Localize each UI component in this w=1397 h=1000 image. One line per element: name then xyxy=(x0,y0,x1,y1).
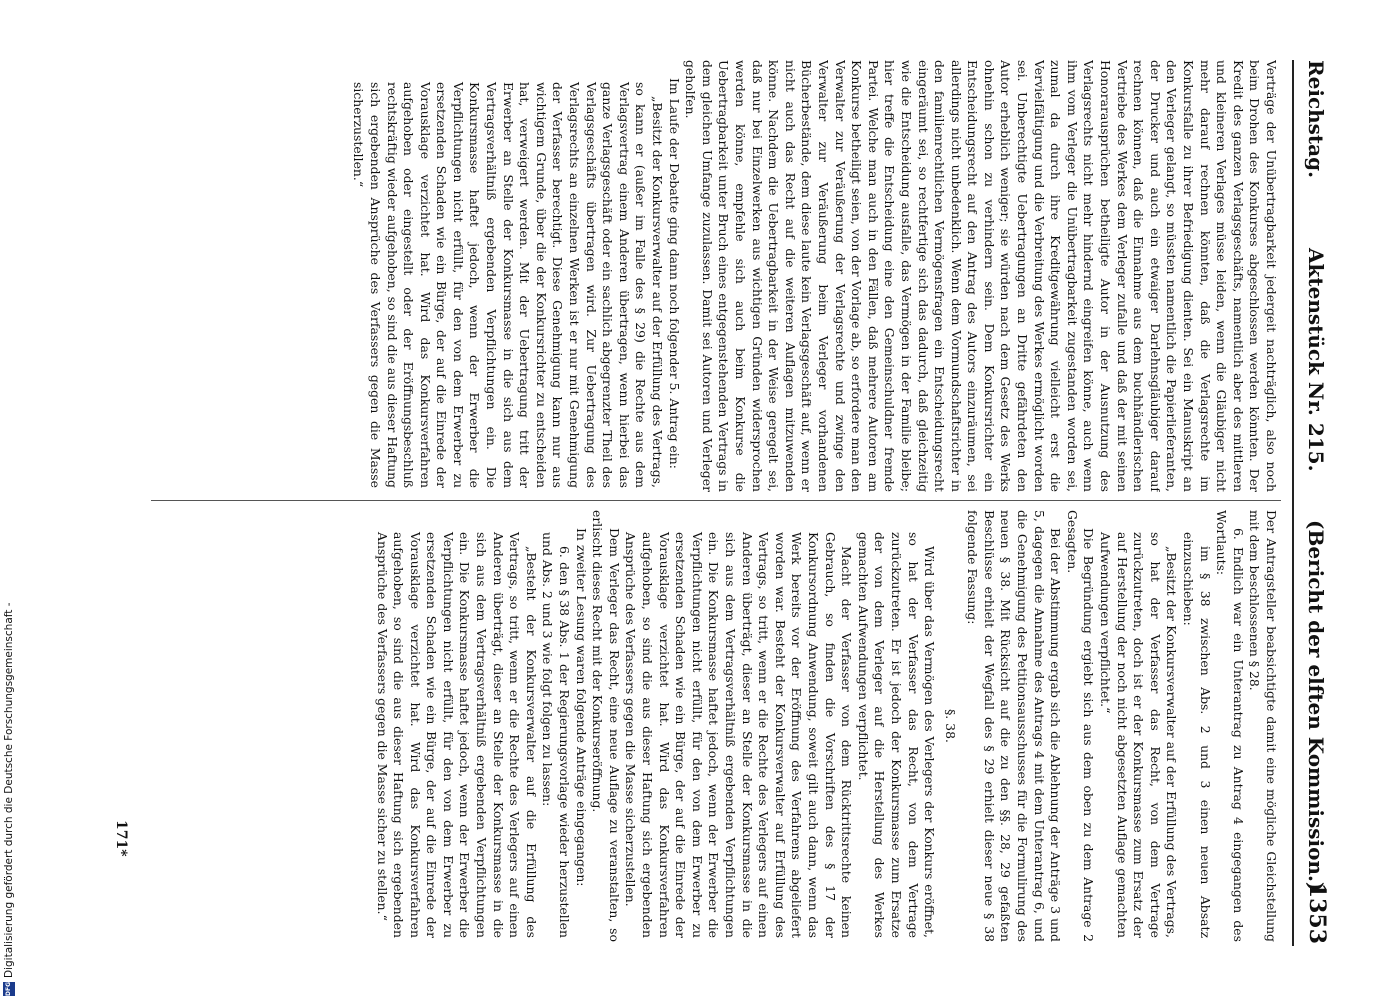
digitization-text: Digitalisierung gefördert durch die Deutsche Forschungsgemeinschaft - xyxy=(3,602,15,978)
footer-number: 171* xyxy=(113,820,129,857)
paragraph: Verträge der Unübertragbarkeit jedergeit nachträglich, also noch beim Drohen des Konkurses abgeschlossen werden könnten. Der Kredit des ganzen Verlagsgeschäfts, namentlich aber des mittleren und kleineren Verlages müsse leiden, wenn die Gläubiger nicht mehr darauf rechnen könnten, daß die Verlagsrechte im Konkursfalle zu ihrer Befriedigung dienten. Sei ein Manuskript an den Verleger gelangt, so müssten namentlich die Papierlieferanten, der Drucker und auch ein etwaiger Darlehnsgläubiger darauf rechnen können, daß die Einnahme aus dem buchhändlerischen Vertriebe des Werkes dem Verleger zufalle und daß der mit seinen Honorarausprüchen betheiligte Autor in der Ausnutzung des Verlagsrechts nicht mehr hindernd eingreifen könne, auch wenn ihm vom Verleger die Unübertragbarkeit zugestanden worden sei, zumal da durch ihre Kreditgewährung vielleicht erst die Vervielfältigung und die Verbreitung des Werkes ermöglicht worden sei. Unberechtigte Uebertragungen an Dritte gefährdeten den Autor erheblich weniger; sie würden nach dem Gesetz des Werks ohnehin schon zu verhindern sein. Dem Konkursrichter ein Entscheidungsrecht auf den Antrag des Autors einzuräumen, sei allerdings nicht unbedenklich. Wenn dem Vormundschaftsrichter in den familienrechtlichen Vermögensfragen ein Entscheidungsrecht eingeräumt sei, so rechtfertige sich das dadurch, daß gleichzeitig wie die Entscheidung ausfalle, das Vermögen in der Familie bleibe; hier treffe die Entscheidung eine den Gemeinschuldner fremde Partei. Welche man auch in den Fällen, daß mehrere Autoren am Konkurse betheiligt seien, von der Vorlage ab, so erfordere man den Verwalter zur Veräußerung der Verlagsrechte und zwinge den Verwalter zur Veräußerung beim Verleger vorhandenen Bücherbestände, dem diese laute kein Verlagsgeschäft auf, wenn er nicht auch das Recht auf die weiteren Auflagen mitzuwenden könne. Nachdem die Uebertragbarkeit in der Weise geregelt sei, daß nur bei Einzelwerken aus wichtigen Gründen widersprochen werden könne, empfehle sich auch beim Konkurse die Uebertragbarkeit unter Bruch eines entgegenstehenden Vertrags in dem gleichen Umfange zuzulassen. Damit sei Autoren und Verleger geholfen. xyxy=(683,60,1279,492)
digitization-note xyxy=(0,0,22,1000)
paragraph: In zweiter Lesung waren folgende Anträge eingegangen: xyxy=(573,528,589,887)
paragraph: „Besitzt der Konkursverwalter auf der Erfüllung des Vertrags, so hat der Verfasser das Recht, von dem Vertrage zurückzutreten, doch ist er der Konkursmasse zum Ersatz der auf Herstellung der noch nicht abgesetzten Auflage gemachten Aufwendungen verpflichtet.“ xyxy=(1098,532,1180,938)
left-text-column xyxy=(154,60,1279,492)
paragraph: Im Laufe der Debatte ging dann noch folgender 5. Antrag ein: xyxy=(666,78,682,469)
right-text-column xyxy=(154,510,1279,942)
page-number: 1353 xyxy=(1304,882,1330,944)
paragraph: §. 38. xyxy=(942,709,958,743)
paragraph: „Besitzt der Konkursverwalter auf der Erfüllung des Vertrags, so kann er (außer im Falle des § 29) die Rechte aus dem Verlagsvertrag einem Anderen übertragen, wenn hierbei das ganze Verlagsgeschäft oder ein sachlich abgegrenzter Theil des Verlagsgeschäfts übertragen wird. Zur Uebertragung des Verlagsrechts an einzelnen Werken ist er nur mit Genehmigung der Verfasser berechtigt. Diese Genehmigung kann nur aus wichtigem Grunde, über die der Konkursrichter zu entscheiden hat, verweigert werden. Mit der Uebertragung tritt der Erwerber an Stelle der Konkursmasse in die sich aus dem Vertragsverhältniß ergebenden Verpflichtungen ein. Die Konkursmasse haftet jedoch, wenn der Erwerber die Verpflichtungen nicht erfüllt, für den von dem Erwerber zu ersetzenden Schaden wie ein Bürge, der auf die Einrede der Vorausklage verzichtet hat. Wird das Konkursverfahren aufgehoben oder eingestellt oder der Eröffnungsbeschluß rechtskräftig wieder aufgehoben, so sind die aus dieser Haftung sich ergebenden Ansprüche des Verfassers gegen die Masse sicherzustellen.“ xyxy=(351,82,666,488)
paragraph: Dem Verleger das Recht, eine neue Auflage zu veranstalten, so erlischt dieses Recht mit der Konkurseröffnung. xyxy=(590,510,622,942)
header-middle: Aktenstück Nr. 215. xyxy=(1304,248,1328,472)
dfg-logo-icon: DFG xyxy=(3,982,15,996)
paragraph: 6. den § 38 Abs. 1 der Regierungsvorlage wieder herzustellen und Abs. 2 und 3 wie folgt folgen zu lassen: xyxy=(540,532,573,938)
header-left: Reichstag. xyxy=(1304,60,1328,179)
paragraph: Bei der Abstimmung ergab sich die Ablehnung der Anträge 3 und 5, dagegen die Annahme des Antrags 4 mit dem Unterantrag 6, und die Genehmigung des Petitionsausschusses für die Formulirung des neuen § 38. Mit Rücksicht auf die zu den §§. 28, 29 gefaßten Beschlüsse erhielt der Wegfall des § 29 erhielt dieser neue § 38 folgende Fassung: xyxy=(965,510,1064,942)
paragraph: Der Antragsteller beabsichtigte damit eine mögliche Gleichstellung mit dem beschlossenen § 28. xyxy=(1247,510,1279,942)
paragraph: Die Begründung ergiebt sich aus dem oben zu dem Antrage 2 Gesagten. xyxy=(1064,510,1097,942)
paragraph: „Besteht der Konkursverwalter auf die Erfüllung des Vertrags, so tritt, wenn er die Rechte des Verlegers auf einen Anderen überträgt, dieser an Stelle der Konkursmasse in die sich aus dem Vertragsverhältniß ergebenden Verpflichtungen ein. Die Konkursmasse haftet jedoch, wenn der Erwerber die Verpflichtungen nicht erfüllt, für den von dem Erwerber zu ersetzenden Schaden wie ein Bürge, der auf die Einrede der Vorausklage verzichtet hat. Wird das Konkursverfahren aufgehoben, so sind die aus dieser Haftung sich ergebenden Ansprüche des Verfassers gegen die Masse sicher zu stellen.“ xyxy=(374,532,539,938)
paragraph: 6. Endlich war ein Unterantrag zu Antrag 4 eingegangen des Wortlauts: xyxy=(1214,510,1246,942)
paragraph: im § 38 zwischen Abs. 2 und 3 einen neuen Absatz einzuschieben: xyxy=(1181,532,1213,938)
header-right: (Bericht der elften Kommission.) xyxy=(1304,520,1328,892)
paragraph: Wird über das Vermögen des Verlegers der Konkurs eröffnet, so hat der Verfasser das Recht, von dem Vertrage zurückzutreten. Er ist jedoch der Konkursmasse zum Ersatze der von dem Verleger auf die Herstellung des Werkes gemachten Aufwendungen verpflichtet. xyxy=(855,532,938,938)
page-header xyxy=(1292,60,1334,946)
paragraph: Macht der Verfasser von dem Rücktrittsrechte keinen Gebrauch, so finden die Vorschriften des § 17 der Konkursordnung Anwendung, soweit gilt auch dann, wenn das Werk bereits vor der Eröffnung des Verfahrens abgeliefert worden war. Besteht der Konkursverwalter auf Erfüllung des Vertrags, so tritt, wenn er die Rechte des Verlegers auf einen Anderen überträgt, dieser an Stelle der Konkursmasse in die sich aus dem Vertragsverhältniß ergebenden Verpflichtungen ein. Die Konkursmasse haftet jedoch, wenn der Erwerber die Verpflichtungen nicht erfüllt, für den von dem Erwerber zu ersetzenden Schaden wie ein Bürge, der auf die Einrede der Vorausklage verzichtet hat. Wird das Konkursverfahren aufgehoben, so sind die aus dieser Haftung sich ergebenden Ansprüche des Verfassers gegen die Masse sicherzustellen. xyxy=(623,532,855,938)
column-divider xyxy=(151,500,1281,501)
